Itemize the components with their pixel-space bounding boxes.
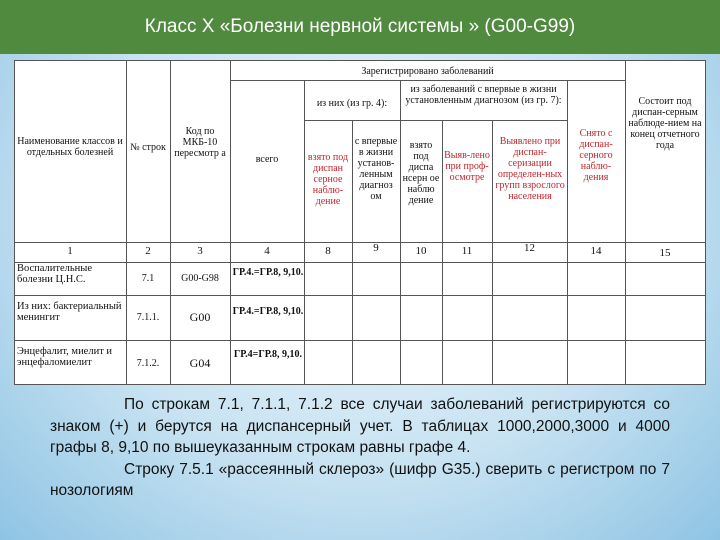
col-number: 15 [659,247,671,259]
col-number: 2 [145,245,151,257]
col-number: 9 [373,242,379,254]
note-paragraph: По строкам 7.1, 7.1.1, 7.1.2 все случаи заболеваний регистрируются со знаком (+) и берутся на диспансерный учет. В таблицах 1000,2000,3000 и 4000 графы 8, 9,10 по вышеуказанным строкам равны графе 4. [50,396,670,456]
col-name-header: Наименование классов и отдельных болезней [17,136,123,158]
header-registered: Зарегистрировано заболеваний [361,66,494,77]
row-no: 7.1.2. [136,358,160,369]
row-no: 7.1.1. [136,312,160,323]
col-11-header: Выяв-лено при проф-осмотре [444,150,490,183]
col-10-header: взято под диспа нсерн ое наблю дение [402,140,440,206]
col-number: 3 [197,245,203,257]
row-code: G00 [189,310,211,324]
col-number: 1 [67,245,73,257]
col-13-header: Снято с диспан-серного наблю-дения [579,128,613,183]
col-8-header: взято под диспан серное наблю-дение [307,152,349,207]
row-total: ГР.4.=ГР.8, 9,10. [232,267,304,278]
row-name: Из них: бактериальный менингит [17,301,122,323]
col-14-header: Состоит под диспан-серным наблюде-нием на конец отчетного года [628,96,702,151]
row-name: Воспалительные болезни Ц.Н.С. [17,263,93,285]
col-12-header: Выявлено при диспан-серизации определен-ных групп взрослого населения [495,136,565,202]
col-9-header: с впервые в жизни установ-ленным диагноз ом [354,136,398,202]
col-number: 11 [461,245,473,257]
slide-title: Класс Х «Болезни нервной системы » (G00-G99) [0,0,720,54]
note-paragraph: Строку 7.5.1 «рассеянный склероз» (шифр G35.) сверить с регистром по 7 нозологиям [50,460,670,499]
row-name: Энцефалит, миелит и энцефаломиелит [17,346,113,368]
notes-text [50,394,670,502]
col-total-header: всего [255,154,279,165]
row-code: G00-G98 [181,273,219,284]
row-total: ГР.4=ГР.8, 9,10. [233,349,303,360]
col-number: 14 [590,245,602,257]
report-table [14,60,706,385]
col-number: 8 [325,245,331,257]
col-number: 4 [264,245,270,257]
col-number: 10 [415,245,427,257]
row-code: G04 [189,356,211,370]
row-no: 7.1 [141,273,155,284]
col-icd-header: Код по МКБ-10 пересмотр а [174,126,226,159]
group-first-time: из заболеваний с впервые в жизни установленным диагнозом (из гр. 7): [405,84,562,106]
row-total: ГР.4.=ГР.8, 9,10. [232,306,304,317]
col-row-no-header: № строк [130,142,166,153]
col-number: 12 [524,242,535,254]
group-of-them: из них (из гр. 4): [316,98,388,109]
